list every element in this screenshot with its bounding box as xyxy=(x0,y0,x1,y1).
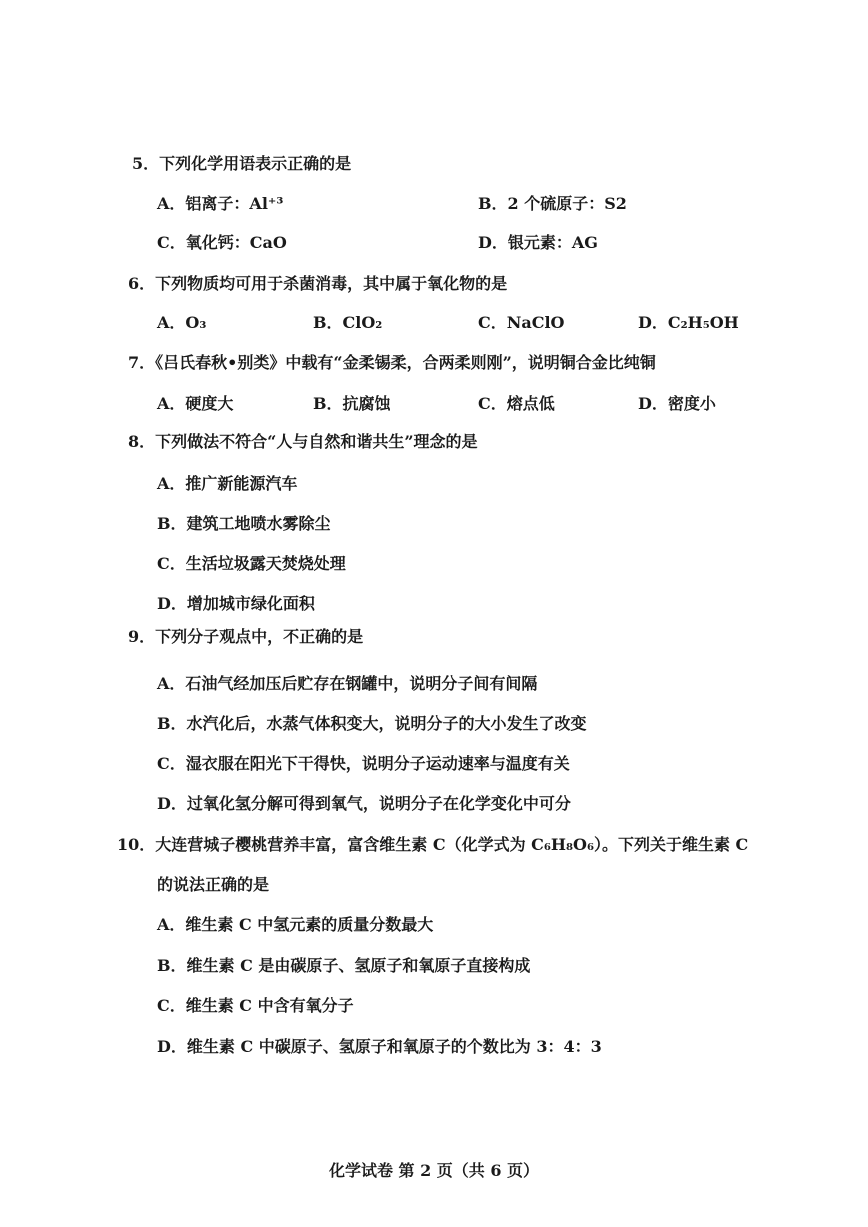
question-8-option-b: B．建筑工地喷水雾除尘 xyxy=(157,514,331,533)
question-9-stem: 9．下列分子观点中，不正确的是 xyxy=(128,627,364,646)
question-8-option-a: A．推广新能源汽车 xyxy=(157,474,298,493)
question-9-option-c: C．湿衣服在阳光下干得快，说明分子运动速率与温度有关 xyxy=(157,754,570,773)
question-9-option-b: B．水汽化后，水蒸气体积变大，说明分子的大小发生了改变 xyxy=(157,714,587,733)
question-10-option-a: A．维生素 C 中氢元素的质量分数最大 xyxy=(157,915,434,934)
question-5-stem: 5．下列化学用语表示正确的是 xyxy=(132,154,352,173)
question-10-option-c: C．维生素 C 中含有氧分子 xyxy=(157,996,354,1015)
question-6-option-a: A．O₃ xyxy=(157,313,207,332)
question-5-option-b: B．2 个硫原子：S2 xyxy=(478,194,627,213)
question-7-option-c: C．熔点低 xyxy=(478,394,555,413)
question-8-option-d: D．增加城市绿化面积 xyxy=(157,594,315,613)
question-7-option-b: B．抗腐蚀 xyxy=(313,394,391,413)
question-7-option-a: A．硬度大 xyxy=(157,394,234,413)
question-8-stem: 8．下列做法不符合“人与自然和谐共生”理念的是 xyxy=(128,432,478,451)
question-7-stem: 7．《吕氏春秋•别类》中载有“金柔锡柔，合两柔则刚”，说明铜合金比纯铜 xyxy=(128,353,656,372)
question-10-stem: 10．大连营城子樱桃营养丰富，富含维生素 C（化学式为 C₆H₈O₆）。下列关于维生素 C xyxy=(117,835,749,854)
page-footer: 化学试卷 第 2 页（共 6 页） xyxy=(328,1161,540,1180)
question-6-stem: 6．下列物质均可用于杀菌消毒，其中属于氧化物的是 xyxy=(128,274,508,293)
question-10-stem-continued: 的说法正确的是 xyxy=(157,875,270,894)
question-8-option-c: C．生活垃圾露天焚烧处理 xyxy=(157,554,346,573)
question-7-option-d: D．密度小 xyxy=(638,394,716,413)
question-6-option-c: C．NaClO xyxy=(478,313,565,332)
question-9-option-a: A．石油气经加压后贮存在钢罐中，说明分子间有间隔 xyxy=(157,674,538,693)
question-10-option-b: B．维生素 C 是由碳原子、氢原子和氧原子直接构成 xyxy=(157,956,531,975)
question-5-option-d: D．银元素：AG xyxy=(478,233,598,252)
question-6-option-b: B．ClO₂ xyxy=(313,313,383,332)
question-5-option-c: C．氧化钙：CaO xyxy=(157,233,287,252)
question-10-option-d: D．维生素 C 中碳原子、氢原子和氧原子的个数比为 3：4：3 xyxy=(157,1037,602,1056)
question-9-option-d: D．过氧化氢分解可得到氧气，说明分子在化学变化中可分 xyxy=(157,794,571,813)
question-6-option-d: D．C₂H₅OH xyxy=(638,313,739,332)
question-5-option-a: A．铝离子：Al⁺³ xyxy=(157,194,284,213)
